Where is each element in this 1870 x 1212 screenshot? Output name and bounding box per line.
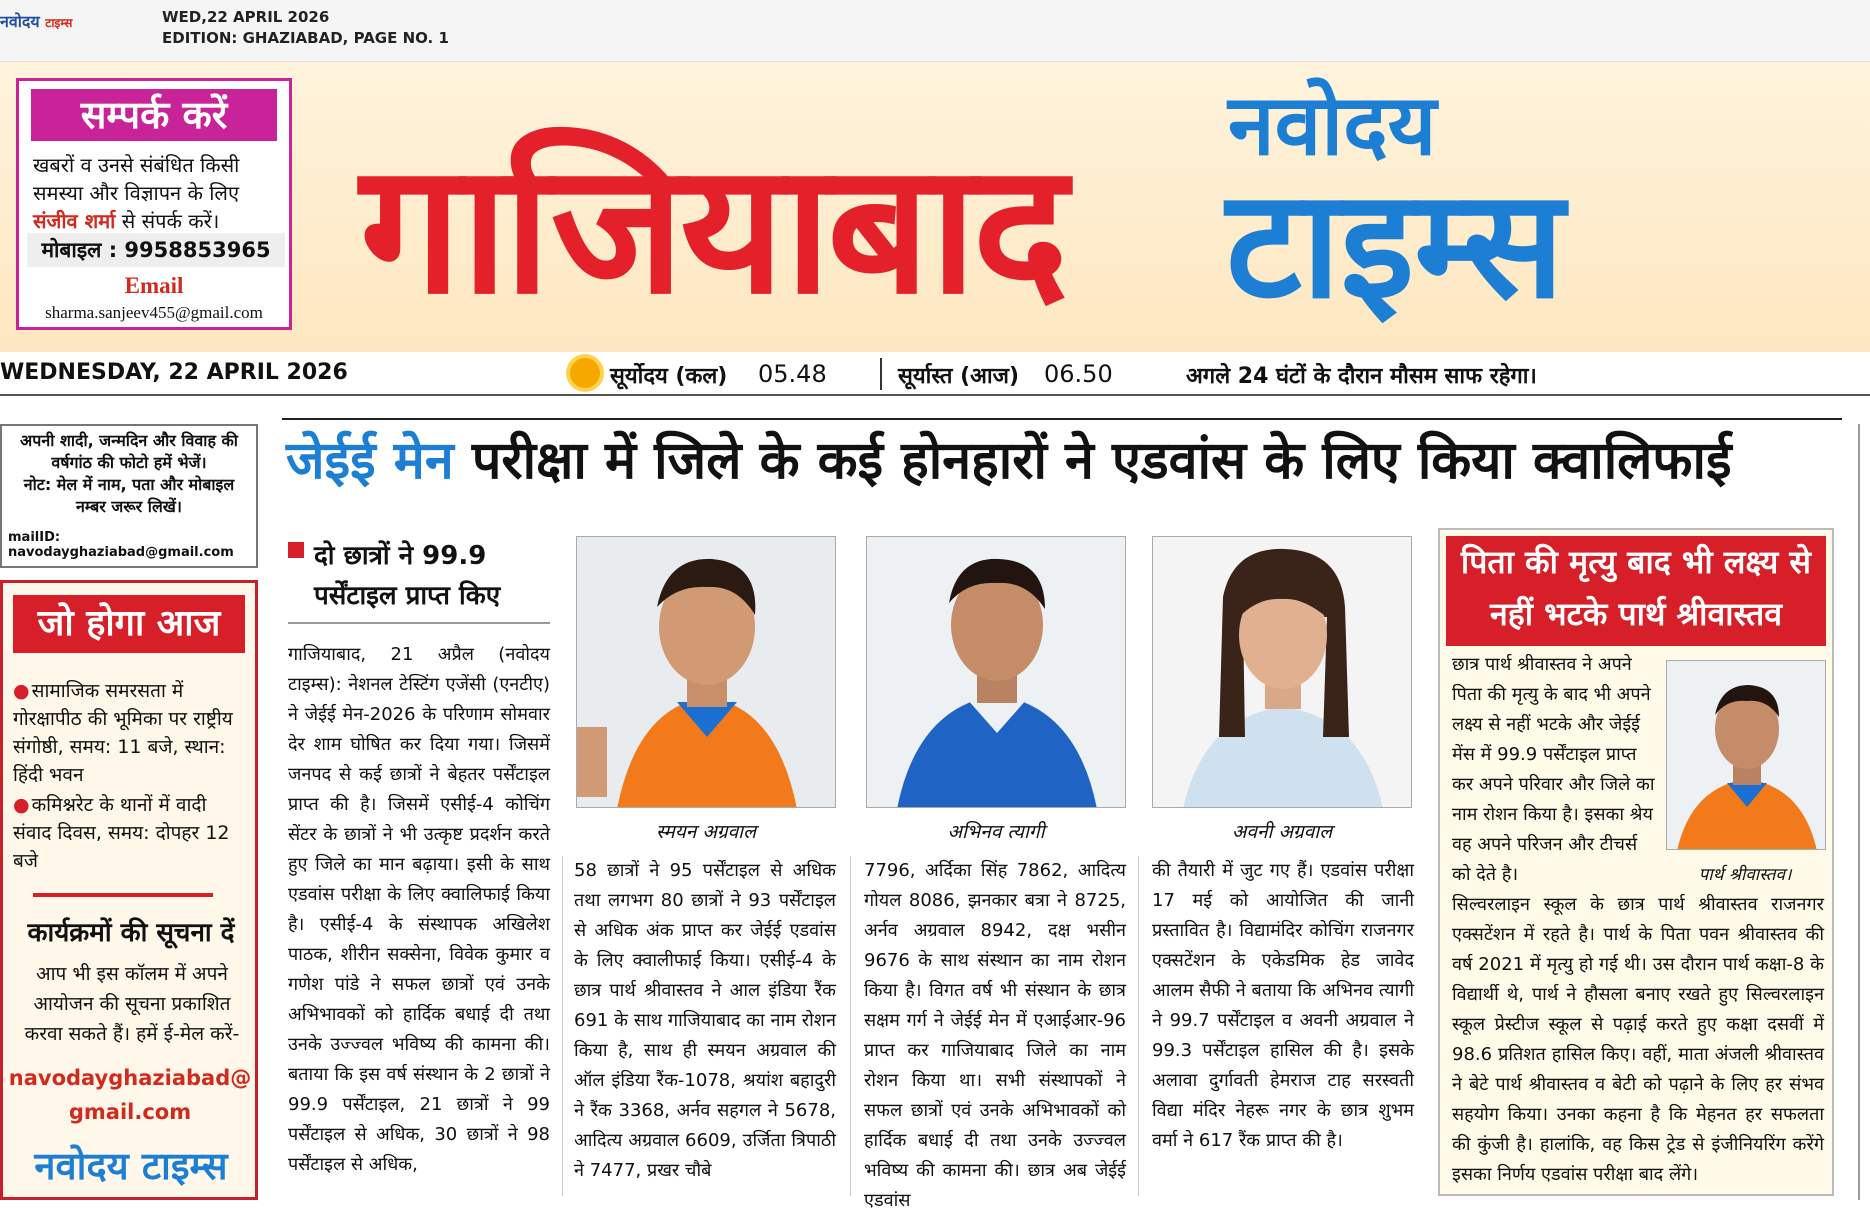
- student-photo-abhinav: [866, 536, 1126, 808]
- divider: [880, 358, 882, 390]
- edition-bar: [0, 0, 1870, 62]
- edition-info: EDITION: GHAZIABAD, PAGE NO. 1: [162, 29, 449, 47]
- sunrise-label: सूर्योदय (कल): [610, 364, 728, 389]
- article-column-2: 58 छात्रों ने 95 पर्सेंटाइल से अधिक तथा लगभग 80 छात्रों ने 93 पर्सेंटाइल से अधिक अंक प्राप्त कर जेईई एडवांस के लिए क्वालीफाई किया। एसीई-4 के छात्र पार्थ श्रीवास्तव ने आल इंडिया रैंक 691 के साथ गाजियाबाद का नाम रोशन किया है, साथ ही स्मयन अग्रवाल की ऑल इंडिया रैंक-1078, श्रयांश बहादुरी ने रैंक 3368, अर्नव सहगल ने 5678, आदित्य अग्रवाल 6609, उर्जिता त्रिपाठी ने 7477, प्रखर चौबे: [574, 860, 836, 1181]
- contact-title: सम्पर्क करें: [31, 89, 277, 141]
- side-story-headline: पिता की मृत्यु बाद भी लक्ष्य से नहीं भटके पार्थ श्रीवास्तव: [1446, 536, 1826, 646]
- contact-text: [33, 151, 289, 235]
- photo-caption: अवनी अग्रवाल: [1231, 821, 1333, 843]
- student-photo-avni: [1152, 536, 1412, 808]
- issue-date: WEDNESDAY, 22 APRIL 2026: [0, 360, 348, 385]
- divider: [33, 893, 213, 897]
- small-logo-main: नवोदय: [0, 12, 40, 31]
- main-headline: [286, 426, 1846, 496]
- divider: [288, 622, 550, 624]
- contact-text-main: खबरों व उनसे संबंधित किसी समस्या और विज्ञापन के लिए: [33, 153, 240, 205]
- article-column-3: 7796, अर्दिका सिंह 7862, आदित्य गोयल 8086, झनकार बत्रा ने 8725, अर्नव अग्रवाल 8942, दक्ष भसीन 9676 के साथ संस्थान का नाम रोशन किया है। विगत वर्ष भी संस्थान के छात्र सक्षम गर्ग ने जेईई मेन में एआईआर-96 प्राप्त कर गाजियाबाद जिले का नाम रोशन किया था। सभी संस्थापकों ने सफल छात्रों एवं उनके अभिभावकों को हार्दिक बधाई दी तथा उनके उज्ज्वल भविष्य की कामना की। छात्र अब जेईई एडवांस: [864, 860, 1126, 1211]
- masthead-title-navoday: नवोदय: [1228, 76, 1437, 174]
- masthead-title-city: गाजियाबाद: [360, 125, 1065, 334]
- contact-email-label: Email: [124, 273, 184, 298]
- sunrise-value: 05.48: [758, 360, 827, 388]
- headline-highlight: जेईई मेन: [286, 431, 454, 491]
- bullet-marker: [288, 542, 304, 558]
- headline-rest: परीक्षा में जिले के कई होनहारों ने एडवांस के लिए किया क्वालिफाई: [471, 431, 1732, 491]
- student-photo-parth: [1666, 660, 1826, 850]
- photo-notice-box: [0, 424, 258, 568]
- divider: [562, 856, 563, 1196]
- notice-text: अपनी शादी, जन्मदिन और विवाह की वर्षगांठ की फोटो हमें भेजें।: [20, 431, 238, 472]
- navoday-times-logo: नवोदय टाइम्स: [34, 1144, 228, 1188]
- events-title: कार्यक्रमों की सूचना दें: [27, 918, 235, 948]
- list-item: ● कमिश्नरेट के थानों में वादी संवाद दिवस, समय: दोपहर 12 बजे: [13, 791, 249, 875]
- small-logo-sub: टाइम्स: [45, 16, 73, 30]
- photo-caption: अभिनव त्यागी: [947, 821, 1045, 843]
- divider: [282, 418, 1842, 420]
- notice-note: नोट: मेल में नाम, पता और मोबाइल नम्बर जरूर लिखें।: [23, 475, 235, 516]
- list-item: ● सामाजिक समरसता में गोरक्षापीठ की भूमिका पर राष्ट्रीय संगोष्ठी, समय: 11 बजे, स्थान: हिंदी भवन: [13, 677, 249, 789]
- contact-text-after: से संपर्क करें।: [121, 209, 220, 233]
- adjacent-column-edge: [1858, 424, 1870, 1200]
- student-photo-smayan: [576, 536, 836, 808]
- notice-mail[interactable]: mailID: navodayghaziabad@gmail.com: [8, 530, 234, 560]
- small-logo[interactable]: [0, 10, 72, 32]
- events-email[interactable]: navodayghaziabad@ gmail.com: [8, 1066, 252, 1124]
- weather-forecast: अगले 24 घंटों के दौरान मौसम साफ रहेगा।: [1186, 364, 1537, 389]
- contact-name: संजीव शर्मा: [33, 209, 116, 233]
- today-title: जो होगा आज: [13, 595, 245, 653]
- sunset-label: सूर्यास्त (आज): [898, 364, 1020, 389]
- article-column-4: की तैयारी में जुट गए हैं। एडवांस परीक्षा 17 मई को आयोजित की जानी प्रस्तावित है। विद्यामंदिर कोचिंग राजनगर एक्सटेंशन के एकेडमिक हेड जावेद आलम सैफी ने बताया कि अभिनव त्यागी ने 99.7 पर्सेंटाइल व अवनी अग्रवाल ने 99.3 पर्सेंटाइल हासिल की है। इसके अलावा दुर्गावती हेमराज टाह सरस्वती विद्या मंदिर नेहरू नगर के छात्र शुभम वर्मा ने 617 रैंक प्राप्त की है।: [1152, 860, 1414, 1151]
- divider: [1138, 856, 1139, 1196]
- edition-date: WED,22 APRIL 2026: [162, 8, 330, 26]
- side-story-text-bottom: सिल्वरलाइन स्कूल के छात्र पार्थ श्रीवास्तव राजनगर एक्सटेंशन में रहते है। पार्थ के पिता पवन श्रीवास्तव की वर्ष 2021 में मृत्यु हो गई थी। उस दौरान पार्थ कक्षा-8 के विद्यार्थी थे, पार्थ ने हौसला बनाए रखते हुए सिल्वरलाइन स्कूल प्रेस्टीज स्कूल से पढ़ाई करते हुए कक्षा दसवीं में 98.6 प्रतिशत हासिल किए। वहीं, माता अंजली श्रीवास्तव ने बेटे पार्थ श्रीवास्तव व बेटी को पढ़ाने के लिए हर संभव सहयोग किया। उनका कहना है कि मेहनत हर सफलता की कुंजी है। हालांकि, वह किस ट्रेड से इंजीनियरिंग करेंगे इसका निर्णय एडवांस परीक्षा बाद लेंगे।: [1452, 894, 1824, 1185]
- sunset-value: 06.50: [1044, 360, 1113, 388]
- subhead-line-1: दो छात्रों ने 99.9: [314, 541, 487, 571]
- contact-email[interactable]: sharma.sanjeev455@gmail.com: [45, 303, 263, 322]
- today-events-box: [0, 580, 258, 1200]
- events-text: आप भी इस कॉलम में अपने आयोजन की सूचना प्रकाशित करवा सकते हैं। हमें ई-मेल करें-: [24, 963, 240, 1045]
- contact-box: [16, 78, 292, 330]
- subhead-line-2: पर्सेंटाइल प्राप्त किए: [314, 581, 501, 611]
- side-story-box: [1438, 528, 1834, 1196]
- date-strip: [0, 352, 1870, 396]
- side-story-text-top: छात्र पार्थ श्रीवास्तव ने अपने पिता की मृत्यु के बाद भी अपने लक्ष्य से नहीं भटके और जेईई मेंस में 99.9 पर्सेंटाइल प्राप्त कर अपने परिवार और जिले का नाम रोशन किया है। इसका श्रेय वह अपने परिजन और टीचर्स को देते है।: [1452, 654, 1655, 885]
- photo-caption: स्मयन अग्रवाल: [656, 821, 756, 843]
- masthead-title-times: टाइम्स: [1226, 158, 1565, 332]
- divider: [850, 856, 851, 1196]
- article-column-1: गाजियाबाद, 21 अप्रैल (नवोदय टाइम्स): नेशनल टेस्टिंग एजेंसी (एनटीए) ने जेईई मेन-2026 के परिणाम सोमवार देर शाम घोषित कर दिया गया। जिसमें जनपद से कई छात्रों ने बेहतर पर्सेंटाइल प्राप्त की है। जिसमें एसीई-4 कोचिंग सेंटर के छात्रों ने भी उत्कृष्ट प्रदर्शन करते हुए जिले का मान बढ़ाया। इसी के साथ एडवांस परीक्षा के लिए क्वालिफाई किया है। एसीई-4 के संस्थापक अखिलेश पाठक, शीरीन सक्सेना, विवेक कुमार व गणेश पांडे ने सफल छात्रों एवं उनके अभिभावकों को हार्दिक बधाई दी तथा उनके उज्ज्वल भविष्य की कामना की। बताया कि इस वर्ष संस्थान के 2 छात्रों ने 99.9 पर्सेंटाइल, 21 छात्रों ने 99 पर्सेंटाइल से अधिक, 30 छात्रों ने 98 पर्सेंटाइल से अधिक,: [288, 644, 550, 1175]
- contact-mobile: मोबाइल : 9958853965: [27, 233, 285, 267]
- sun-icon: [570, 358, 600, 388]
- photo-caption: पार्थ श्रीवास्तव।: [1698, 865, 1792, 885]
